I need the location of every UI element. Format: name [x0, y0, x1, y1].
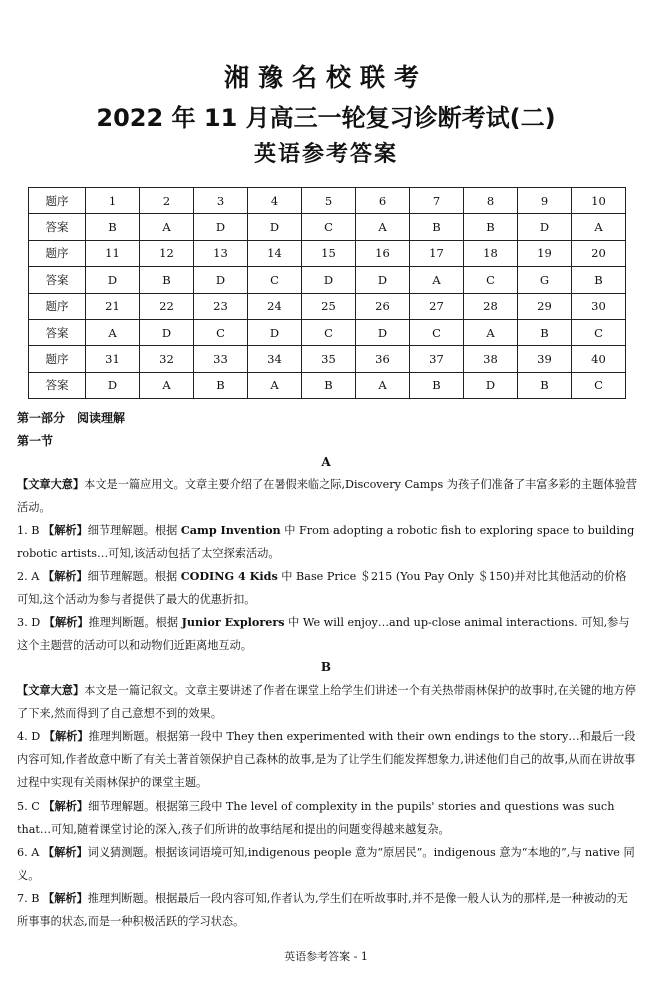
answer-row	[29, 372, 626, 398]
answer-cell: B	[464, 214, 518, 240]
question-number-cell: 7	[410, 188, 464, 214]
question-number-cell: 24	[248, 293, 302, 319]
question-number-cell: 1	[86, 188, 140, 214]
answer-cell: A	[248, 372, 302, 398]
answer-explanation-5: 5. C 【解析】细节理解题。根据第三段中 The level of complexity in the pupils' stories and questions was such that…可知,随着课堂讨论的深入,孩子们所讲的故事结尾和提出的问题变得越来越复杂。	[17, 799, 615, 836]
answer-cell: D	[356, 267, 410, 293]
answer-cell: D	[86, 372, 140, 398]
answer-cell: B	[518, 372, 572, 398]
answer-cell: D	[194, 214, 248, 240]
question-number-cell: 36	[356, 346, 410, 372]
question-number-cell: 11	[86, 240, 140, 266]
question-number-cell: 23	[194, 293, 248, 319]
question-number-cell: 31	[86, 346, 140, 372]
question-number-cell: 29	[518, 293, 572, 319]
question-number-label: 题序	[29, 346, 86, 372]
answer-cell: A	[464, 319, 518, 345]
answer-explanation-1: 1. B 【解析】细节理解题。根据 Camp Invention 中 From adopting a robotic fish to exploring space to building robotic artists…可知,该活动包括了太空探索活动。	[17, 523, 635, 560]
answer-explanation-6: 6. A 【解析】词义猜测题。根据该词语境可知,indigenous people 意为“原居民”。indigenous 意为“本地的”,与 native 同义。	[17, 845, 635, 882]
question-number-cell: 32	[140, 346, 194, 372]
question-number-row	[29, 240, 626, 266]
answer-cell: A	[356, 214, 410, 240]
answer-cell: D	[194, 267, 248, 293]
answer-cell: C	[194, 319, 248, 345]
answer-cell: C	[464, 267, 518, 293]
answer-cell: C	[572, 372, 626, 398]
document-title: 英语参考答案	[253, 142, 398, 167]
question-number-row	[29, 346, 626, 372]
answer-cell: C	[410, 319, 464, 345]
question-number-label: 题序	[29, 240, 86, 266]
question-number-cell: 8	[464, 188, 518, 214]
answer-cell: D	[248, 214, 302, 240]
answer-cell: A	[572, 214, 626, 240]
answer-cell: C	[572, 319, 626, 345]
question-number-cell: 30	[572, 293, 626, 319]
answer-row	[29, 319, 626, 345]
question-number-cell: 13	[194, 240, 248, 266]
subsection-heading: 第一节	[17, 434, 54, 448]
answer-label: 答案	[29, 319, 86, 345]
question-number-cell: 21	[86, 293, 140, 319]
passage-b-summary: 【文章大意】本文是一篇记叙文。文章主要讲述了作者在课堂上给学生们讲述一个有关热带雨林保护的故事时,在关键的地方停了下来,然而得到了自己意想不到的效果。	[17, 683, 636, 720]
answer-cell: B	[518, 319, 572, 345]
answer-cell: B	[140, 267, 194, 293]
question-number-cell: 3	[194, 188, 248, 214]
question-number-cell: 37	[410, 346, 464, 372]
answer-cell: B	[86, 214, 140, 240]
question-number-cell: 4	[248, 188, 302, 214]
question-number-cell: 9	[518, 188, 572, 214]
answer-cell: A	[410, 267, 464, 293]
answer-explanation-4: 4. D 【解析】推理判断题。根据第一段中 They then experimented with their own endings to the story…和最后一段内容可知,作者故意中断了有关土著首领保护自己森林的故事,是为了让学生们能发挥想象力,讲述他们自己的故事,从而在讲故事过程中实现有关雨林保护的课堂主题。	[17, 729, 636, 789]
answer-cell: B	[572, 267, 626, 293]
answer-explanation-2: 2. A 【解析】细节理解题。根据 CODING 4 Kids 中 Base Price ＄215 (You Pay Only ＄150)并对比其他活动的价格可知,这个活动为参与者提供了最大的优惠折扣。	[17, 569, 627, 606]
question-number-cell: 15	[302, 240, 356, 266]
part-heading: 第一部分 阅读理解	[17, 411, 126, 425]
question-number-cell: 17	[410, 240, 464, 266]
answer-cell: A	[356, 372, 410, 398]
answer-cell: D	[464, 372, 518, 398]
answer-cell: D	[140, 319, 194, 345]
answer-cell: A	[140, 214, 194, 240]
question-number-cell: 40	[572, 346, 626, 372]
question-number-cell: 35	[302, 346, 356, 372]
answer-cell: D	[86, 267, 140, 293]
answer-cell: A	[86, 319, 140, 345]
answer-explanation-7: 7. B 【解析】推理判断题。根据最后一段内容可知,作者认为,学生们在听故事时,并不是像一般人认为的那样,是一种被动的无所事事的状态,而是一种积极活跃的学习状态。	[17, 891, 628, 928]
answer-cell: C	[248, 267, 302, 293]
question-number-cell: 18	[464, 240, 518, 266]
question-number-cell: 28	[464, 293, 518, 319]
passage-a-heading: A	[321, 455, 331, 469]
answer-explanation-3: 3. D 【解析】推理判断题。根据 Junior Explorers 中 We will enjoy…and up-close animal interactions. 可知,参与这个主题营的活动可以和动物们近距离地互动。	[17, 615, 630, 652]
question-number-cell: 6	[356, 188, 410, 214]
passage-a-summary: 【文章大意】本文是一篇应用文。文章主要介绍了在暑假来临之际,Discovery Camps 为孩子们准备了丰富多彩的主题体验营活动。	[17, 477, 637, 514]
question-number-cell: 26	[356, 293, 410, 319]
answer-cell: B	[410, 372, 464, 398]
question-number-cell: 19	[518, 240, 572, 266]
passage-b-heading: B	[320, 660, 332, 674]
answer-cell: D	[302, 267, 356, 293]
answer-label: 答案	[29, 372, 86, 398]
answer-row	[29, 267, 626, 293]
answer-cell: C	[302, 214, 356, 240]
question-number-row	[29, 188, 626, 214]
question-number-cell: 12	[140, 240, 194, 266]
answer-cell: D	[518, 214, 572, 240]
answer-row	[29, 214, 626, 240]
question-number-cell: 38	[464, 346, 518, 372]
question-number-cell: 2	[140, 188, 194, 214]
answer-label: 答案	[29, 214, 86, 240]
answer-cell: A	[140, 372, 194, 398]
question-number-label: 题序	[29, 188, 86, 214]
answer-table	[28, 187, 626, 399]
question-number-cell: 25	[302, 293, 356, 319]
question-number-cell: 27	[410, 293, 464, 319]
exam-title: 2022 年 11 月高三一轮复习诊断考试(二)	[96, 104, 556, 132]
question-number-row	[29, 293, 626, 319]
answer-cell: B	[410, 214, 464, 240]
question-number-label: 题序	[29, 293, 86, 319]
answer-cell: B	[194, 372, 248, 398]
answer-cell: B	[302, 372, 356, 398]
question-number-cell: 16	[356, 240, 410, 266]
answer-cell: C	[302, 319, 356, 345]
question-number-cell: 20	[572, 240, 626, 266]
answer-cell: D	[248, 319, 302, 345]
question-number-cell: 33	[194, 346, 248, 372]
exam-organizer-title: 湘豫名校联考	[223, 63, 428, 92]
question-number-cell: 22	[140, 293, 194, 319]
answer-cell: G	[518, 267, 572, 293]
page-footer: 英语参考答案 - 1	[284, 950, 368, 963]
question-number-cell: 39	[518, 346, 572, 372]
question-number-cell: 14	[248, 240, 302, 266]
answer-cell: D	[356, 319, 410, 345]
answer-label: 答案	[29, 267, 86, 293]
question-number-cell: 10	[572, 188, 626, 214]
question-number-cell: 5	[302, 188, 356, 214]
question-number-cell: 34	[248, 346, 302, 372]
